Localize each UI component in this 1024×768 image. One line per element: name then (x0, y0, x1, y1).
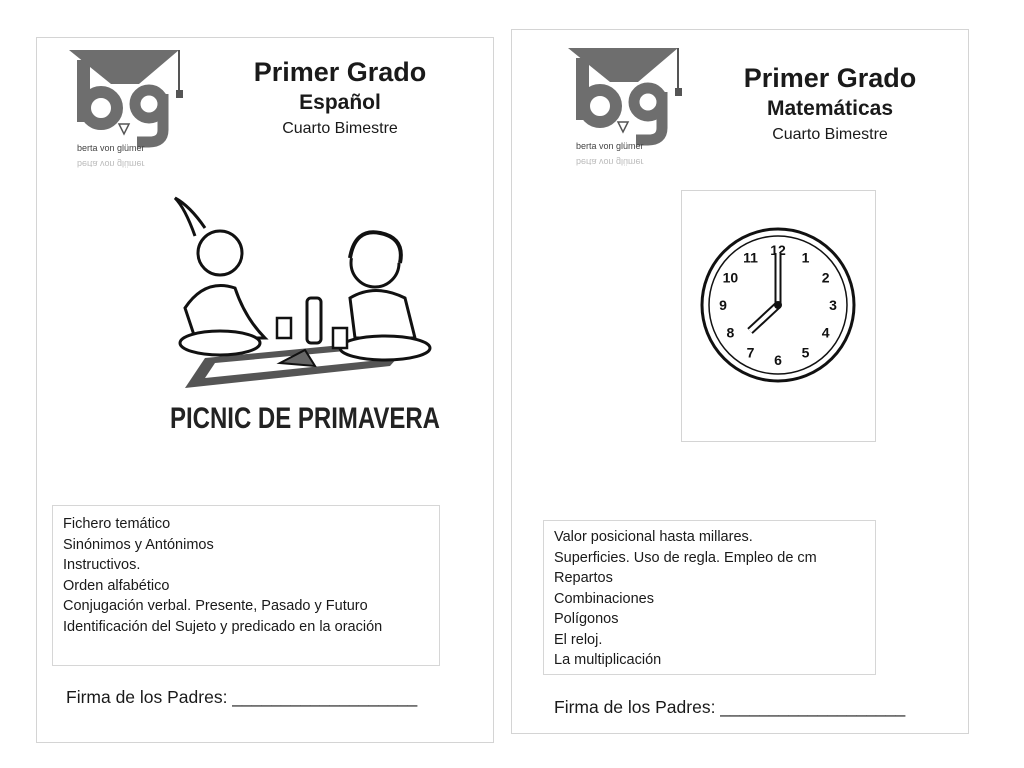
subject-title: Matemáticas (766, 97, 894, 120)
topic-item: Fichero temático (63, 516, 171, 532)
period-label: Cuarto Bimestre (282, 120, 398, 137)
topic-item: Superficies. Uso de regla. Empleo de cm (554, 549, 817, 566)
school-logo (67, 48, 187, 178)
subject-title: Español (299, 91, 381, 114)
clock-number: 4 (821, 324, 830, 341)
clock-number: 8 (726, 324, 735, 341)
logo-wordmark: berta von glümer (576, 141, 644, 151)
grade-title: Primer Grado (253, 57, 427, 87)
school-logo-graphic (566, 46, 686, 176)
topics-box (52, 505, 440, 666)
clock-number: 11 (743, 249, 758, 266)
clock-number: 7 (746, 344, 755, 361)
topic-item: Combinaciones (554, 590, 654, 607)
logo-wordmark: berta von glümer (77, 143, 145, 153)
period-label: Cuarto Bimestre (772, 126, 888, 143)
clock-number: 12 (770, 242, 786, 258)
picnic-illustration (165, 188, 445, 438)
clock-illustration (682, 191, 875, 441)
topic-item: El reloj. (554, 631, 603, 648)
grade-title: Primer Grado (743, 63, 917, 93)
topic-item: Sinónimos y Antónimos (63, 536, 214, 553)
logo-reflection: berta von glümer (77, 159, 145, 169)
spanish-report-card (36, 37, 494, 743)
topics-box (543, 520, 876, 675)
parent-signature-line: Firma de los Padres: ___________________ (554, 697, 906, 717)
math-report-card (511, 29, 969, 734)
logo-reflection: berta von glümer (576, 157, 644, 167)
clock-number: 9 (719, 297, 727, 313)
clock-number: 1 (801, 249, 810, 266)
clock-number: 5 (801, 344, 810, 361)
clock-number: 2 (821, 269, 830, 286)
parent-signature-line: Firma de los Padres: ___________________ (66, 687, 418, 707)
left-title-block (230, 56, 450, 140)
topic-item: Orden alfabético (63, 577, 170, 594)
topic-item: Valor posicional hasta millares. (554, 529, 753, 545)
school-logo (566, 46, 686, 176)
topic-item: Repartos (554, 570, 613, 586)
school-logo-graphic (67, 48, 187, 178)
clock-number: 10 (722, 269, 739, 286)
clock-number: 6 (774, 352, 782, 368)
topic-item: La multiplicación (554, 652, 662, 668)
topic-item: Identificación del Sujeto y predicado en la oración (63, 618, 383, 635)
right-title-block (720, 62, 940, 146)
topic-item: Polígonos (554, 611, 619, 627)
clock-illustration-box (681, 190, 876, 442)
topic-item: Instructivos. (63, 557, 141, 573)
clock-number: 3 (829, 297, 837, 313)
topic-item: Conjugación verbal. Presente, Pasado y Futuro (63, 598, 368, 614)
picnic-caption: PICNIC DE PRIMAVERA (170, 402, 440, 435)
